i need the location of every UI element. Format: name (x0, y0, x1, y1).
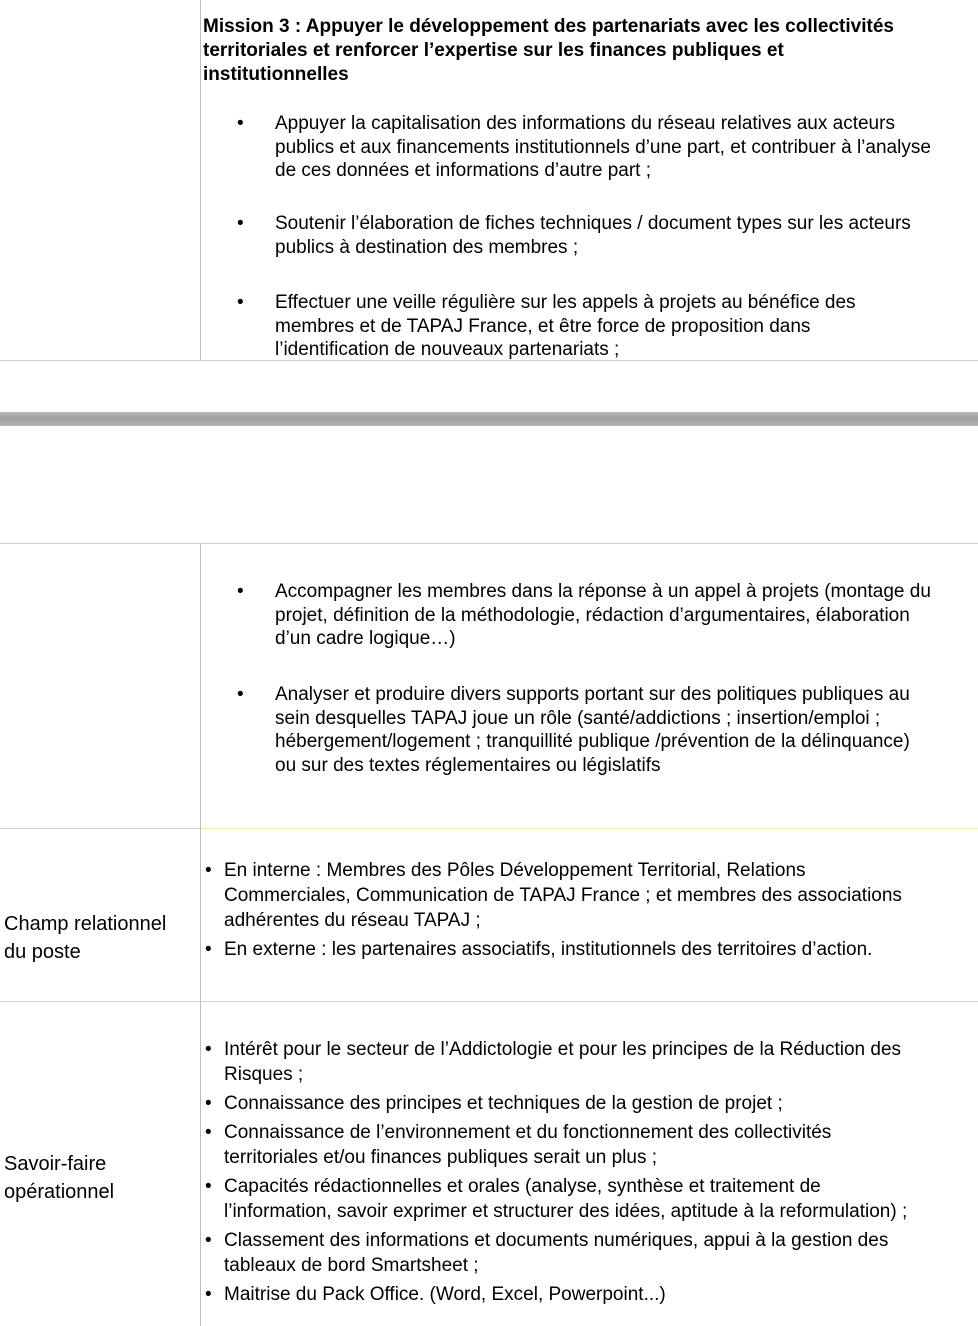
savoir-faire-label (4, 1150, 194, 1206)
list-item-line: En interne : Membres des Pôles Développement Territorial, Relations (224, 860, 806, 881)
bullet-icon: • (205, 860, 212, 881)
list-item-line: territoriales et/ou finances publiques serait un plus ; (224, 1147, 658, 1168)
list-item (224, 1091, 974, 1116)
column-divider (200, 0, 201, 360)
title-line: Mission 3 : Appuyer le développement des partenariats avec les collectivités (203, 16, 894, 37)
title-line: territoriales et renforcer l’expertise sur les finances publiques et (203, 40, 784, 61)
bullet-icon: • (237, 213, 244, 234)
champ-relationnel-label (4, 910, 194, 966)
list-item-line: Classement des informations et documents numériques, appui à la gestion des (224, 1230, 889, 1251)
list-item (224, 1037, 974, 1087)
list-item-line: Soutenir l’élaboration de fiches techniques / document types sur les acteurs (275, 213, 911, 234)
list-item-line: Commerciales, Communication de TAPAJ France ; et membres des associations (224, 885, 902, 906)
list-item-line: ou sur des textes réglementaires ou législatifs (275, 754, 661, 776)
label-line: Champ relationnel (4, 913, 167, 935)
column-divider (200, 543, 201, 1326)
list-item-line: sein desquelles TAPAJ joue un rôle (santé/addictions ; insertion/emploi ; (275, 707, 881, 729)
list-item-line: publics à destination des membres ; (275, 236, 579, 258)
page-break-bar (0, 412, 978, 426)
list-item-line: l’information, savoir exprimer et structurer des idées, aptitude à la reformulation) ; (224, 1201, 908, 1222)
label-line: opérationnel (4, 1181, 115, 1203)
list-item-line: publics et aux financements institutionnels d’une part, et contribuer à l’analyse (275, 136, 931, 158)
label-line: Savoir-faire (4, 1153, 107, 1175)
mission-3-title (203, 15, 963, 87)
list-item-line: adhérentes du réseau TAPAJ ; (224, 910, 481, 931)
list-item (275, 580, 978, 651)
list-item-line: Connaissance des principes et techniques de la gestion de projet ; (224, 1093, 783, 1114)
list-item (224, 858, 974, 933)
list-item-line: Connaissance de l’environnement et du fonctionnement des collectivités (224, 1122, 832, 1143)
row-divider (0, 828, 201, 829)
list-item-line: de ces données et informations d’autre part ; (275, 160, 652, 181)
bullet-icon: • (205, 1093, 212, 1114)
list-item-line: membres et de TAPAJ France, et être force de proposition dans (275, 315, 811, 337)
list-item-line: d’un cadre logique…) (275, 628, 456, 649)
list-item-line: l’identification de nouveaux partenariats ; (275, 339, 620, 360)
bullet-icon: • (205, 1039, 212, 1060)
bullet-icon: • (237, 113, 244, 134)
bullet-icon: • (237, 292, 244, 313)
bullet-icon: • (237, 581, 244, 602)
list-item (275, 212, 978, 259)
list-item-line: projet, définition de la méthodologie, rédaction d’argumentaires, élaboration (275, 604, 910, 626)
bullet-icon: • (237, 684, 244, 705)
list-item-line: Accompagner les membres dans la réponse à un appel à projets (montage du (275, 581, 931, 602)
list-item-line: Appuyer la capitalisation des informations du réseau relatives aux acteurs (275, 113, 895, 134)
bullet-icon: • (205, 939, 212, 960)
bullet-icon: • (205, 1122, 212, 1143)
list-item (275, 112, 978, 183)
list-item-line: tableaux de bord Smartsheet ; (224, 1255, 479, 1276)
list-item (275, 683, 978, 777)
list-item-line: Effectuer une veille régulière sur les appels à projets au bénéfice des (275, 292, 856, 313)
list-item-line: Capacités rédactionnelles et orales (analyse, synthèse et traitement de (224, 1176, 821, 1197)
list-item-line: Risques ; (224, 1064, 304, 1085)
list-item (224, 1120, 974, 1170)
list-item-line: Intérêt pour le secteur de l’Addictologie et pour les principes de la Réduction des (224, 1039, 902, 1060)
bullet-icon: • (205, 1230, 212, 1251)
list-item-line: Analyser et produire divers supports portant sur des politiques publiques au (275, 684, 910, 705)
list-item (224, 1228, 974, 1278)
bullet-icon: • (205, 1176, 212, 1197)
label-line: du poste (4, 941, 81, 963)
list-item-line: Maitrise du Pack Office. (Word, Excel, Powerpoint...) (224, 1284, 666, 1305)
row-divider (0, 543, 978, 544)
list-item (224, 1174, 974, 1224)
title-line: institutionnelles (203, 64, 349, 85)
highlight-rule (201, 828, 978, 829)
list-item-line: hébergement/logement ; tranquillité publique /prévention de la délinquance) (275, 731, 910, 752)
bullet-icon: • (205, 1284, 212, 1305)
list-item (224, 1282, 974, 1307)
row-divider (0, 1001, 978, 1002)
list-item (275, 291, 978, 362)
list-item (224, 937, 974, 962)
list-item-line: En externe : les partenaires associatifs, institutionnels des territoires d’action. (224, 939, 873, 960)
